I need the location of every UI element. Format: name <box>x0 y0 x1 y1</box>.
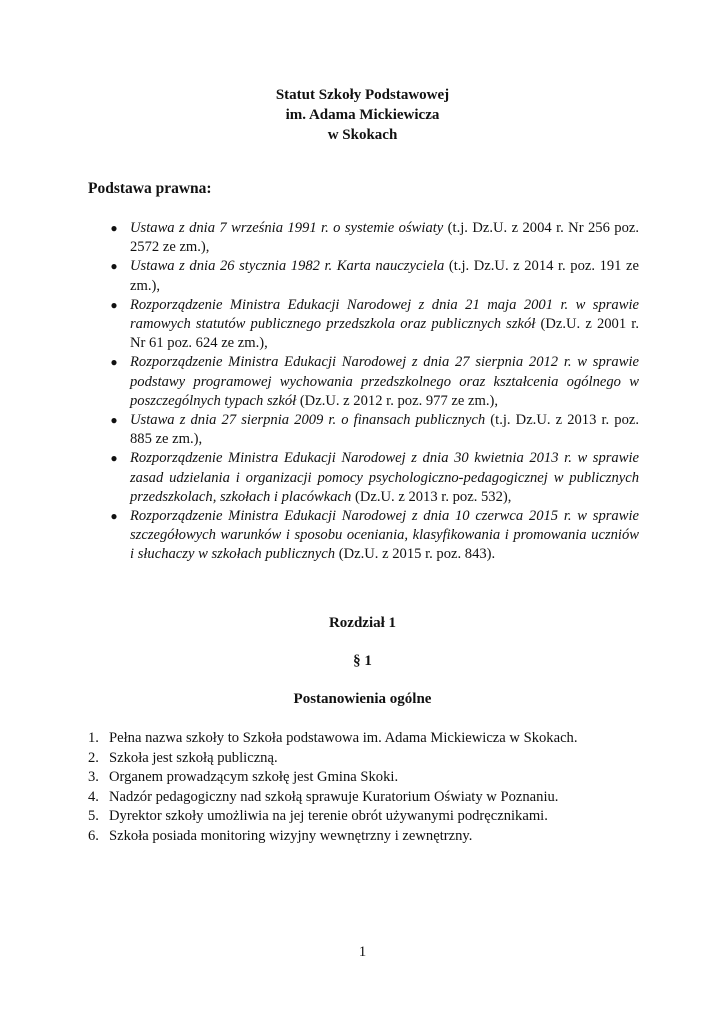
bullet-icon: ● <box>110 355 118 370</box>
legal-act-citation: Rozporządzenie Ministra Edukacji Narodowej z dnia 10 czerwca 2015 r. w sprawie szczegółowych warunków i sposobu oceniania, klasyfikowania i promowania uczniów i słuchaczy w szkołach publicznych <box>130 508 639 563</box>
provision-text: Organem prowadzącym szkołę jest Gmina Skoki. <box>109 769 399 785</box>
provision-text: Szkoła posiada monitoring wizyjny wewnętrzny i zewnętrzny. <box>109 827 473 844</box>
legal-act-reference: (Dz.U. z 2013 r. poz. 532), <box>351 488 512 505</box>
legal-basis-item <box>107 353 639 411</box>
provision-item <box>88 807 648 827</box>
legal-basis-item <box>107 296 639 354</box>
legal-act-reference: (t.j. Dz.U. z 2014 r. poz. 191 ze zm.), <box>130 258 639 294</box>
bullet-icon: ● <box>110 509 118 524</box>
legal-act-reference: (Dz.U. z 2001 r. Nr 61 poz. 624 ze zm.), <box>130 316 639 352</box>
legal-act-reference: (Dz.U. z 2015 r. poz. 843). <box>335 546 496 563</box>
legal-act-citation: Ustawa z dnia 7 września 1991 r. o systemie oświaty <box>130 220 444 236</box>
provision-number: 2. <box>88 749 99 766</box>
paragraph-heading: § 1 <box>353 653 372 669</box>
legal-basis-heading: Podstawa prawna: <box>88 180 212 197</box>
bullet-icon: ● <box>110 259 118 274</box>
title-line-1: Statut Szkoły Podstawowej <box>275 87 450 103</box>
provision-text: Szkoła jest szkołą publiczną. <box>109 749 278 766</box>
provision-text: Pełna nazwa szkoły to Szkoła podstawowa im. Adama Mickiewicza w Skokach. <box>109 730 578 746</box>
general-provisions-list <box>88 729 648 846</box>
legal-basis-item <box>107 449 639 507</box>
provision-number: 1. <box>88 730 99 746</box>
bullet-icon: ● <box>110 413 118 428</box>
legal-act-reference: (Dz.U. z 2012 r. poz. 977 ze zm.), <box>296 392 498 409</box>
legal-act-citation: Rozporządzenie Ministra Edukacji Narodowej z dnia 30 kwietnia 2013 r. w sprawie zasad udzielania i organizacji pomocy psychologiczno-pedagogicznej w publicznych przedszkolach, szkołach i placówkach <box>130 450 639 505</box>
legal-act-citation: Rozporządzenie Ministra Edukacji Narodowej z dnia 27 sierpnia 2012 r. w sprawie podstawy programowej wychowania przedszkolnego oraz kształcenia ogólnego w poszczególnych typach szkół <box>130 354 639 409</box>
provision-item <box>88 749 648 769</box>
section-title: Postanowienia ogólne <box>293 691 432 707</box>
bullet-icon: ● <box>110 297 118 312</box>
provision-text: Nadzór pedagogiczny nad szkołą sprawuje Kuratorium Oświaty w Poznaniu. <box>109 788 559 805</box>
provision-item <box>88 788 648 808</box>
legal-basis-item <box>107 507 639 565</box>
provision-number: 5. <box>88 808 99 824</box>
document-title <box>0 85 725 145</box>
title-line-3: w Skokach <box>327 127 398 143</box>
bullet-icon: ● <box>110 451 118 466</box>
provision-item <box>88 768 648 788</box>
legal-act-citation: Rozporządzenie Ministra Edukacji Narodowej z dnia 21 maja 2001 r. w sprawie ramowych statutów publicznego przedszkola oraz publicznych szkół <box>130 296 639 333</box>
provision-text: Dyrektor szkoły umożliwia na jej terenie obrót używanymi podręcznikami. <box>109 808 548 824</box>
legal-basis-item <box>107 219 639 257</box>
provision-item <box>88 827 648 847</box>
provision-number: 6. <box>88 827 99 844</box>
legal-act-citation: Ustawa z dnia 27 sierpnia 2009 r. o finansach publicznych <box>130 412 486 429</box>
provision-item <box>88 729 648 749</box>
legal-basis-item <box>107 411 639 449</box>
legal-act-reference: (t.j. Dz.U. z 2013 r. poz. 885 ze zm.), <box>130 412 639 448</box>
bullet-icon: ● <box>110 221 118 235</box>
chapter-heading: Rozdział 1 <box>328 615 397 631</box>
provision-number: 3. <box>88 769 99 785</box>
legal-act-citation: Ustawa z dnia 26 stycznia 1982 r. Karta nauczyciela <box>130 258 445 275</box>
legal-act-reference: (t.j. Dz.U. z 2004 r. Nr 256 poz. 2572 ze zm.), <box>130 220 640 256</box>
provision-number: 4. <box>88 788 99 805</box>
title-line-2: im. Adama Mickiewicza <box>285 107 440 123</box>
legal-basis-list <box>107 219 639 565</box>
legal-basis-item <box>107 257 639 295</box>
page-number: 1 <box>358 944 367 960</box>
